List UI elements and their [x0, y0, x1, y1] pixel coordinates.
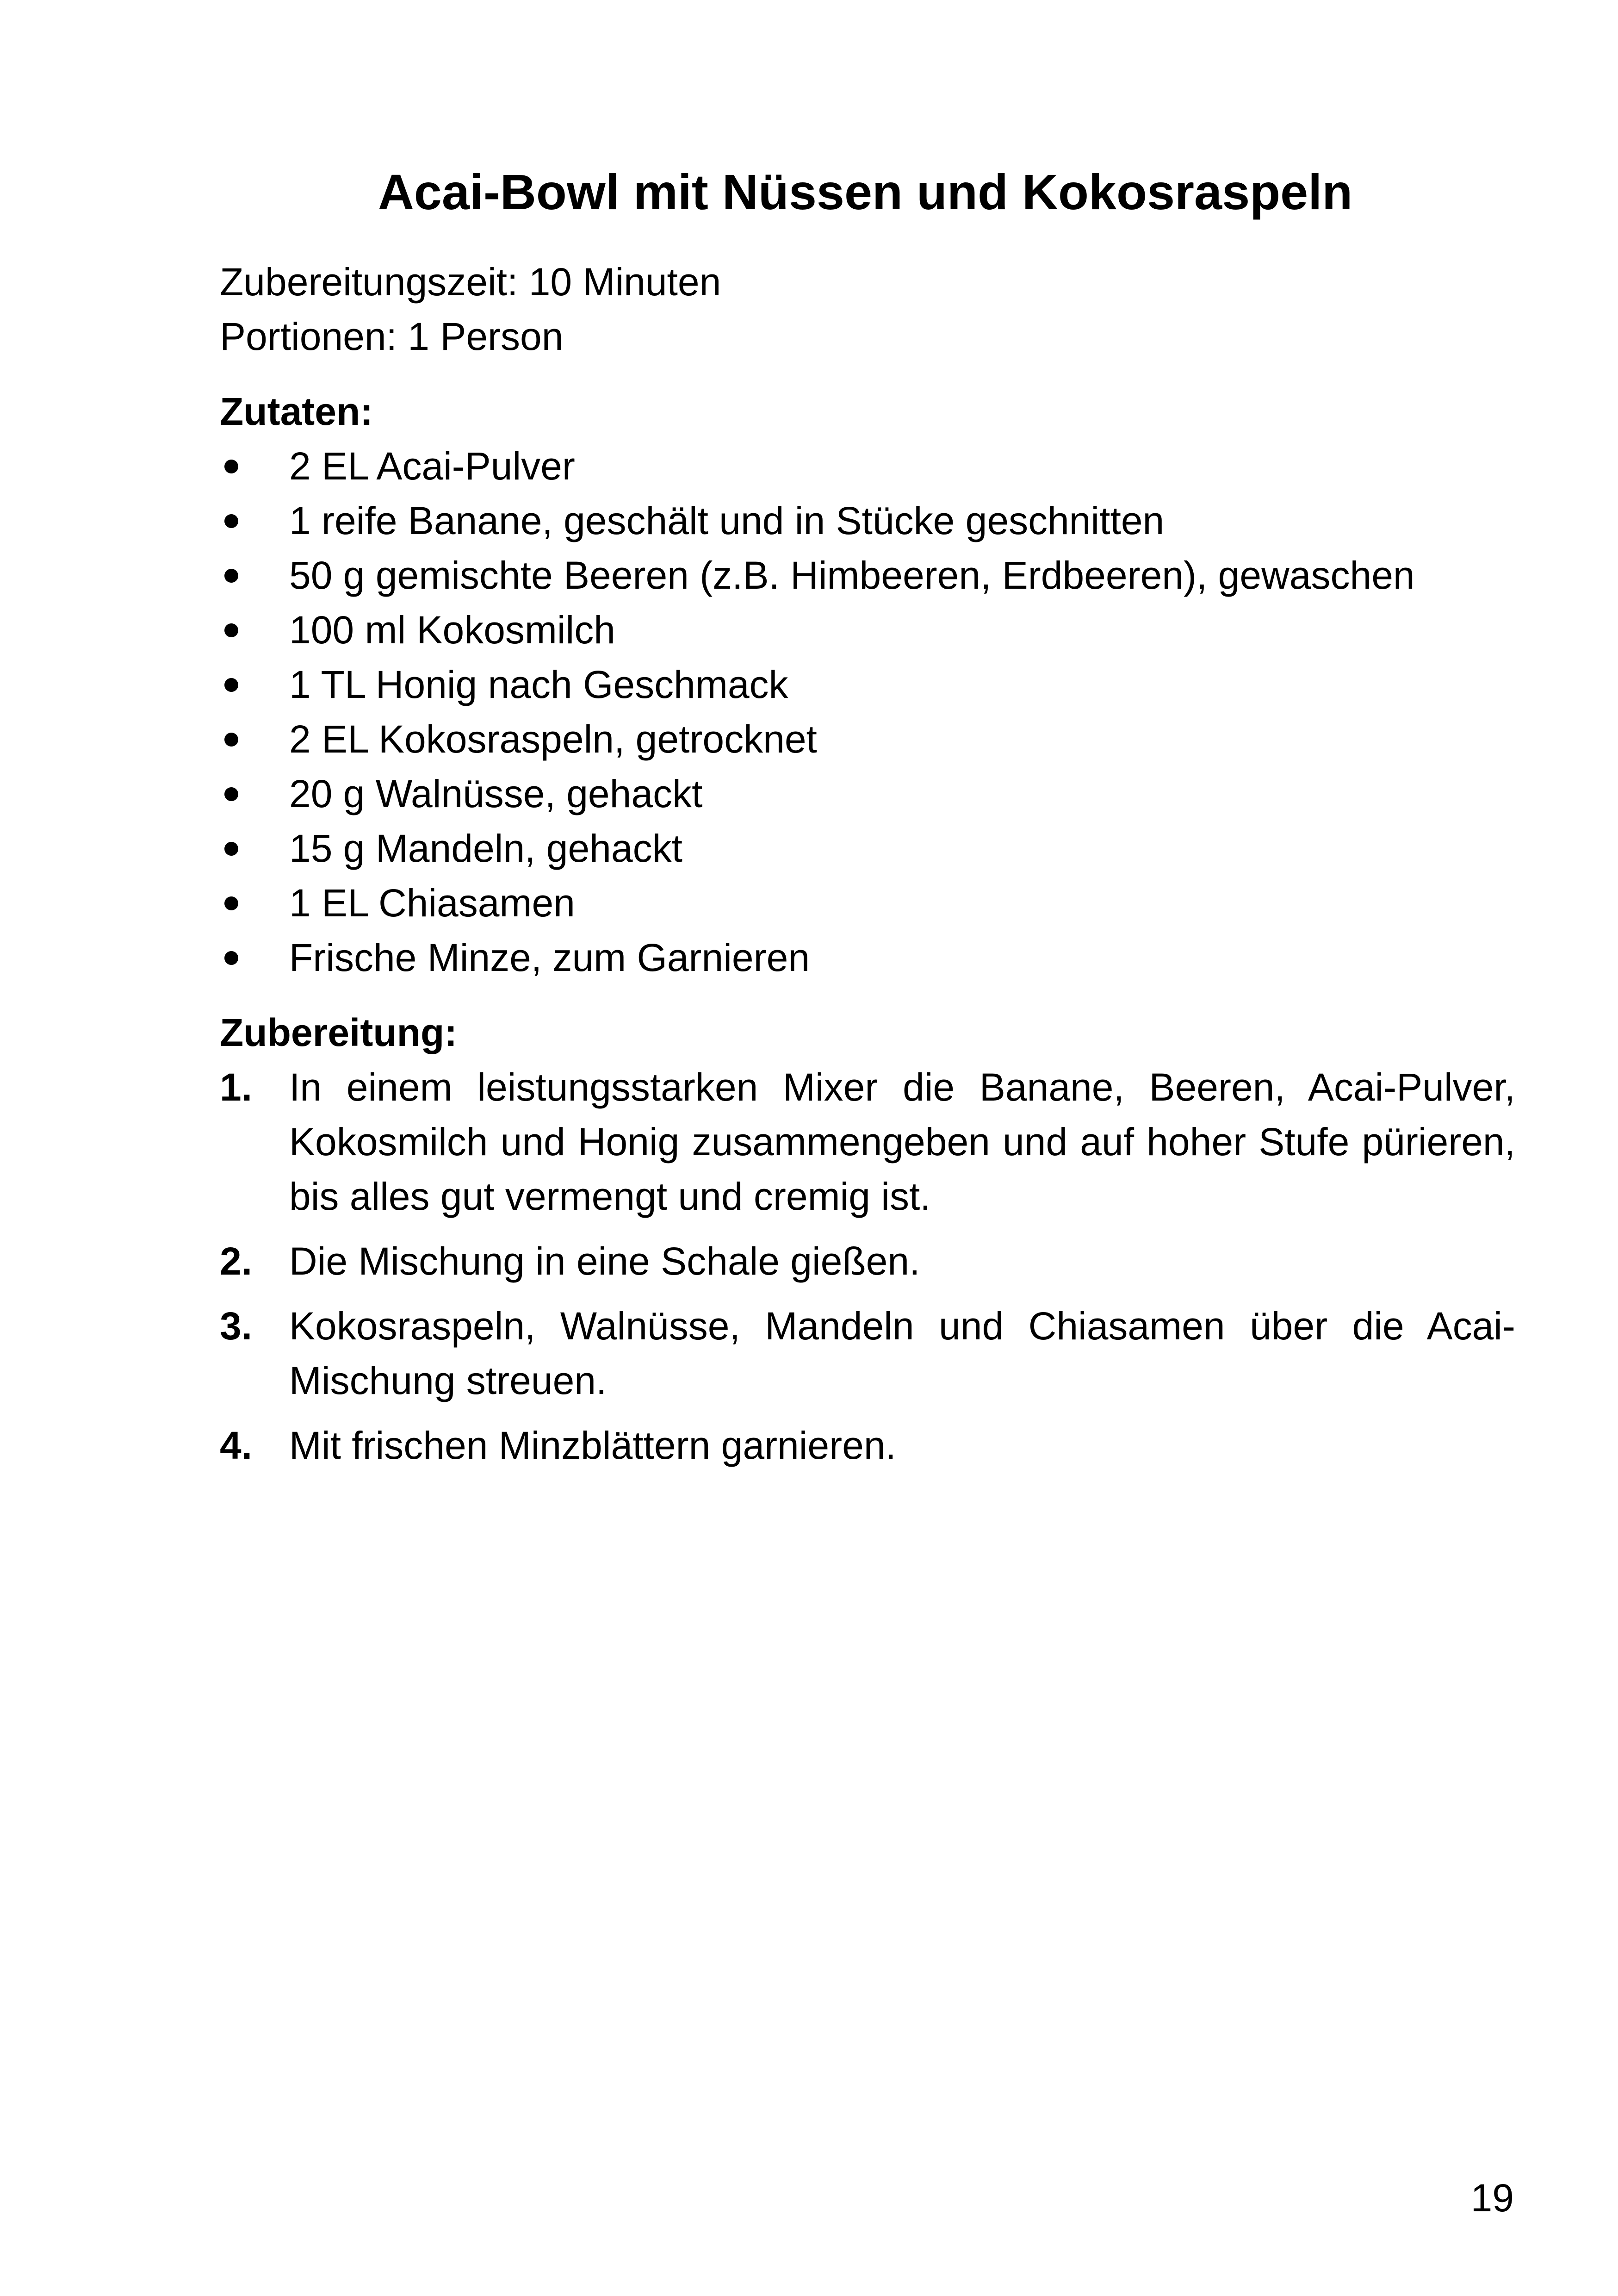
step-item: [220, 1060, 1515, 1224]
recipe-content: [220, 255, 1515, 1483]
bullet-icon: [224, 623, 238, 637]
ingredient-text: 50 g gemischte Beeren (z.B. Himbeeren, Erdbeeren), gewaschen: [289, 554, 1415, 597]
recipe-title: Acai-Bowl mit Nüssen und Kokosraspeln: [378, 164, 1353, 220]
bullet-icon: [224, 842, 238, 856]
ingredient-text: 1 EL Chiasamen: [289, 881, 575, 925]
step-text: Die Mischung in eine Schale gießen.: [289, 1239, 920, 1283]
step-text: Kokosraspeln, Walnüsse, Mandeln und Chiasamen über die Acai-Mischung streuen.: [289, 1304, 1515, 1402]
ingredients-heading: Zutaten:: [220, 390, 373, 433]
bullet-icon: [224, 460, 238, 473]
ingredient-text: 1 reife Banane, geschält und in Stücke geschnitten: [289, 499, 1165, 542]
ingredient-item: [220, 766, 1515, 821]
bullet-icon: [224, 733, 238, 747]
bullet-icon: [224, 569, 238, 583]
ingredient-text: 20 g Walnüsse, gehackt: [289, 772, 703, 815]
ingredient-text: 2 EL Acai-Pulver: [289, 444, 575, 488]
step-item: [220, 1418, 1515, 1473]
step-item: [220, 1234, 1515, 1288]
ingredient-item: [220, 548, 1515, 603]
ingredient-item: [220, 493, 1515, 548]
ingredients-list: [220, 439, 1515, 985]
ingredient-item: [220, 439, 1515, 493]
ingredient-item: [220, 821, 1515, 876]
step-text: Mit frischen Minzblättern garnieren.: [289, 1424, 896, 1467]
ingredient-item: [220, 657, 1515, 712]
bullet-icon: [224, 787, 238, 801]
step-text: In einem leistungsstarken Mixer die Banane, Beeren, Acai-Pulver, Kokosmilch und Honig zusammengeben und auf hoher Stufe pürieren, bis alles gut vermengt und cremig ist.: [289, 1065, 1515, 1218]
bullet-icon: [224, 951, 238, 965]
servings: Portionen: 1 Person: [220, 315, 564, 358]
step-number: 3.: [220, 1304, 253, 1348]
ingredient-item: [220, 876, 1515, 930]
bullet-icon: [224, 514, 238, 528]
bullet-icon: [224, 896, 238, 910]
ingredient-item: [220, 930, 1515, 985]
step-number: 1.: [220, 1065, 253, 1109]
bullet-icon: [224, 678, 238, 692]
prep-time: Zubereitungszeit: 10 Minuten: [220, 260, 721, 304]
step-item: [220, 1299, 1515, 1408]
ingredient-text: Frische Minze, zum Garnieren: [289, 936, 810, 979]
step-number: 4.: [220, 1424, 253, 1467]
ingredient-text: 2 EL Kokosraspeln, getrocknet: [289, 717, 817, 761]
ingredient-item: [220, 603, 1515, 657]
ingredient-text: 100 ml Kokosmilch: [289, 608, 615, 652]
ingredient-text: 15 g Mandeln, gehackt: [289, 827, 682, 870]
preparation-steps: [220, 1060, 1515, 1473]
ingredient-item: [220, 712, 1515, 766]
page-number: 19: [1470, 2176, 1514, 2220]
preparation-heading: Zubereitung:: [220, 1011, 458, 1054]
ingredient-text: 1 TL Honig nach Geschmack: [289, 663, 788, 706]
step-number: 2.: [220, 1239, 253, 1283]
